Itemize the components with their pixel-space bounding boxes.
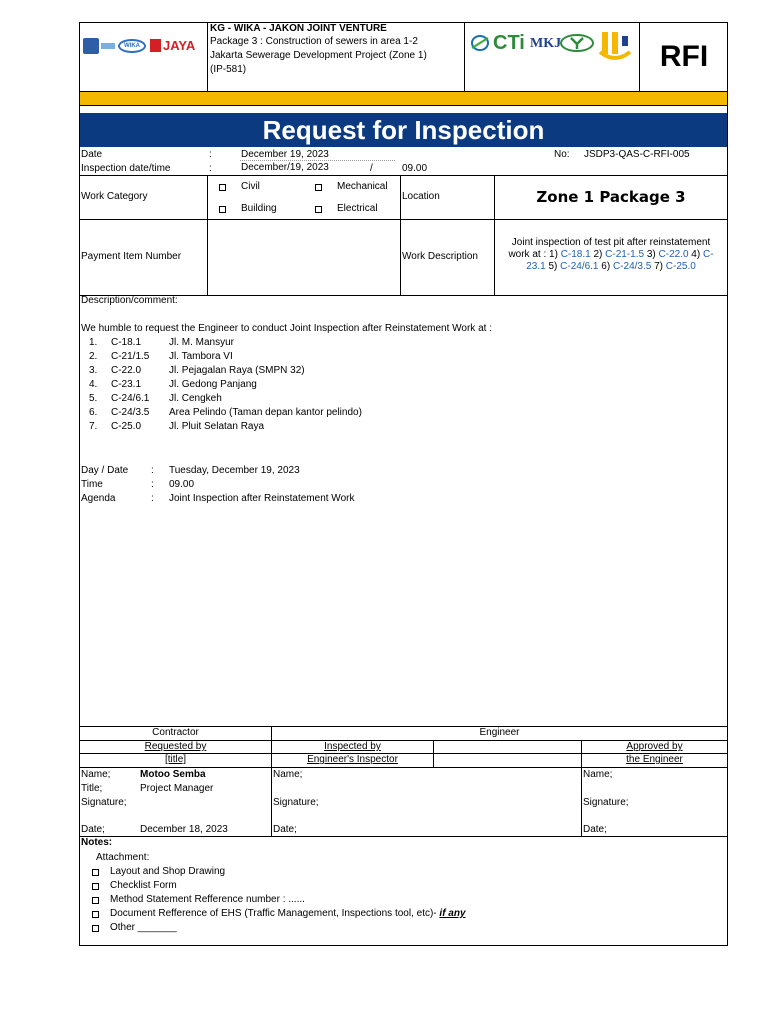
desc-code: C-21-1.5: [605, 249, 645, 260]
rule: [207, 175, 208, 295]
list-item: [81, 421, 481, 435]
rule: [79, 219, 728, 220]
inspection-separator: /: [370, 163, 373, 174]
desc-text: 4): [688, 249, 703, 260]
work-description-line: [495, 261, 727, 273]
item-number: 4.: [89, 379, 98, 390]
work-category-label: Work Category: [81, 191, 148, 202]
item-code: C-25.0: [111, 421, 142, 432]
location-label: Location: [402, 191, 440, 202]
project-line: Jakarta Sewerage Development Project (Zone 1): [210, 50, 427, 61]
desc-code: C-24/6.1: [560, 261, 599, 272]
schedule-value: Tuesday, December 19, 2023: [169, 465, 300, 476]
desc-text: 2): [590, 249, 606, 260]
item-number: 6.: [89, 407, 98, 418]
item-number: 2.: [89, 351, 98, 362]
approver-signature-label: Signature;: [583, 797, 629, 808]
engineer-header: Engineer: [479, 727, 520, 738]
desc-code: C-18.1: [560, 249, 591, 260]
schedule-value: 09.00: [169, 479, 195, 490]
work-description-value: [495, 237, 727, 273]
rule: [433, 740, 434, 767]
list-item: [81, 337, 481, 351]
desc-code: C-: [702, 249, 714, 260]
if-any-note: if any: [439, 908, 466, 919]
item-place: Jl. Gedong Panjang: [169, 379, 257, 390]
desc-code: C-25.0: [665, 261, 696, 272]
item-number: 3.: [89, 365, 98, 376]
mechanical-checkbox[interactable]: [315, 182, 322, 193]
item-code: C-22.0: [111, 365, 142, 376]
attachment-checkbox[interactable]: [92, 895, 99, 906]
rfi-number-value: JSDP3-QAS-C-RFI-005: [584, 149, 690, 160]
schedule-label: Time: [81, 479, 103, 490]
inspector-date-label: Date;: [273, 824, 297, 835]
item-place: Jl. Cengkeh: [169, 393, 222, 404]
building-checkbox[interactable]: [219, 204, 226, 215]
list-item: [81, 407, 481, 421]
contractor-date-label: Date;: [81, 824, 105, 835]
inspector-name-label: Name;: [273, 769, 303, 780]
attachment-checkbox[interactable]: [92, 867, 99, 878]
rule: [79, 767, 728, 768]
rule: [240, 160, 395, 161]
mkj-logo: MKJ: [530, 36, 562, 51]
consultant-logos: [468, 30, 636, 66]
desc-text: 7): [651, 261, 666, 272]
date-value: December 19, 2023: [241, 149, 329, 160]
desc-code: C-22.0: [658, 249, 689, 260]
inspection-date: December/19, 2023: [241, 162, 329, 173]
description-label: Description/comment:: [81, 295, 178, 306]
schedule-colon: :: [151, 465, 154, 476]
schedule-colon: :: [151, 493, 154, 504]
desc-text: 5): [545, 261, 561, 272]
attachment-item: Checklist Form: [110, 880, 177, 891]
other-checkbox[interactable]: [92, 923, 99, 934]
desc-text: 3): [644, 249, 659, 260]
loan-code: (IP-581): [210, 64, 247, 75]
schedule-row: [81, 493, 481, 507]
approver-date-label: Date;: [583, 824, 607, 835]
requested-by-label: Requested by: [144, 741, 207, 752]
contractor-signature-label: Signature;: [81, 797, 127, 808]
contractor-date-value: December 18, 2023: [140, 824, 228, 835]
rule: [79, 91, 728, 92]
item-code: C-24/6.1: [111, 393, 150, 404]
contractor-header: Contractor: [152, 727, 199, 738]
desc-code: C-24/3.5: [612, 261, 652, 272]
rfi-number-label: No:: [554, 149, 570, 160]
work-description-line: [495, 249, 727, 261]
contractor-title-label: Title;: [81, 783, 103, 794]
payment-item-label: Payment Item Number: [81, 251, 182, 262]
kg-logo-text-icon: [101, 43, 115, 49]
rfi-label: RFI: [659, 40, 709, 73]
accent-band: [80, 91, 727, 105]
attachment-item: Layout and Shop Drawing: [110, 866, 226, 877]
inspection-colon: :: [209, 163, 212, 174]
item-place: Area Pelindo (Taman depan kantor pelindo): [169, 407, 362, 418]
item-code: C-18.1: [111, 337, 142, 348]
work-description-line: Joint inspection of test pit after reinstatement: [511, 237, 711, 248]
item-number: 5.: [89, 393, 98, 404]
title-tag: [title]: [164, 754, 187, 765]
description-intro: We humble to request the Engineer to conduct Joint Inspection after Reinstatement Work at :: [81, 323, 492, 334]
desc-text: 6): [598, 261, 613, 272]
jaya-logo-text: JAYA: [163, 38, 196, 53]
kg-logo-icon: [83, 38, 99, 54]
jaya-logo-icon: [150, 39, 161, 52]
other-label: Other: [110, 922, 136, 933]
wika-logo: WIKA: [118, 39, 146, 53]
attachment-label: Attachment:: [96, 852, 150, 863]
rule: [79, 175, 728, 176]
oc-global-logo-icon: [470, 34, 490, 52]
attachment-checkbox[interactable]: [92, 881, 99, 892]
schedule-colon: :: [151, 479, 154, 490]
mechanical-option-label: Mechanical: [337, 181, 388, 192]
schedule-label: Agenda: [81, 493, 116, 504]
jv-title: KG - WIKA - JAKON JOINT VENTURE: [210, 23, 387, 34]
list-item: [81, 393, 481, 407]
contractor-name-value: Motoo Semba: [140, 769, 206, 780]
item-place: Jl. Pluit Selatan Raya: [169, 421, 265, 432]
list-item: [81, 365, 481, 379]
desc-text: work at : 1): [508, 249, 561, 260]
header-divider: [464, 22, 465, 91]
contractor-title-value: Project Manager: [140, 783, 214, 794]
item-place: Jl. M. Mansyur: [169, 337, 235, 348]
list-item: [81, 351, 481, 365]
list-item: [81, 379, 481, 393]
attachment-item: [110, 908, 466, 920]
yachiyo-logo-icon: [560, 34, 594, 52]
item-place: Jl. Tambora VI: [169, 351, 233, 362]
item-code: C-21/1.5: [111, 351, 150, 362]
item-code: C-24/3.5: [111, 407, 150, 418]
electrical-option-label: Electrical: [337, 203, 378, 214]
civil-checkbox[interactable]: [219, 182, 226, 193]
engineers-inspector-label: Engineer's Inspector: [307, 754, 398, 765]
approver-name-label: Name;: [583, 769, 613, 780]
location-value: Zone 1 Package 3: [536, 188, 686, 206]
attachment-checkbox[interactable]: [92, 909, 99, 920]
item-number: 1.: [89, 337, 98, 348]
package-line: Package 3 : Construction of sewers in area 1-2: [210, 36, 418, 47]
attachment-item-text: Document Refference of EHS (Traffic Management, Inspections tool, etc)-: [110, 908, 437, 919]
schedule-row: [81, 465, 481, 479]
attachment-item: Method Statement Refference number : ......: [110, 894, 305, 905]
date-colon: :: [209, 149, 212, 160]
header-divider: [207, 22, 208, 91]
rule: [400, 175, 401, 295]
other-item: [110, 922, 177, 934]
schedule-value: Joint Inspection after Reinstatement Work: [169, 493, 355, 504]
pu-ministry-logo-icon: [598, 30, 632, 64]
contractor-logos: [83, 38, 203, 56]
electrical-checkbox[interactable]: [315, 204, 322, 215]
building-option-label: Building: [241, 203, 277, 214]
contractor-name-label: Name;: [81, 769, 111, 780]
rule: [79, 105, 728, 106]
date-label: Date: [81, 149, 103, 160]
approved-by-label: Approved by: [626, 741, 683, 752]
work-description-label: Work Description: [402, 251, 478, 262]
item-number: 7.: [89, 421, 98, 432]
rule: [79, 836, 728, 837]
cti-logo: CTi: [493, 32, 525, 54]
notes-label: Notes:: [81, 837, 113, 848]
page-title: Request for Inspection: [262, 115, 545, 145]
the-engineer-label: the Engineer: [626, 754, 683, 765]
item-place: Jl. Pejagalan Raya (SMPN 32): [169, 365, 305, 376]
schedule-label: Day / Date: [81, 465, 129, 476]
inspected-by-label: Inspected by: [324, 741, 381, 752]
item-code: C-23.1: [111, 379, 142, 390]
inspection-datetime-label: Inspection date/time: [81, 163, 171, 174]
inspection-time: 09.00: [402, 163, 428, 174]
inspector-signature-label: Signature;: [273, 797, 319, 808]
other-blank: _______: [137, 922, 177, 933]
schedule-row: [81, 479, 481, 493]
desc-code: 23.1: [526, 261, 546, 272]
civil-option-label: Civil: [241, 181, 260, 192]
